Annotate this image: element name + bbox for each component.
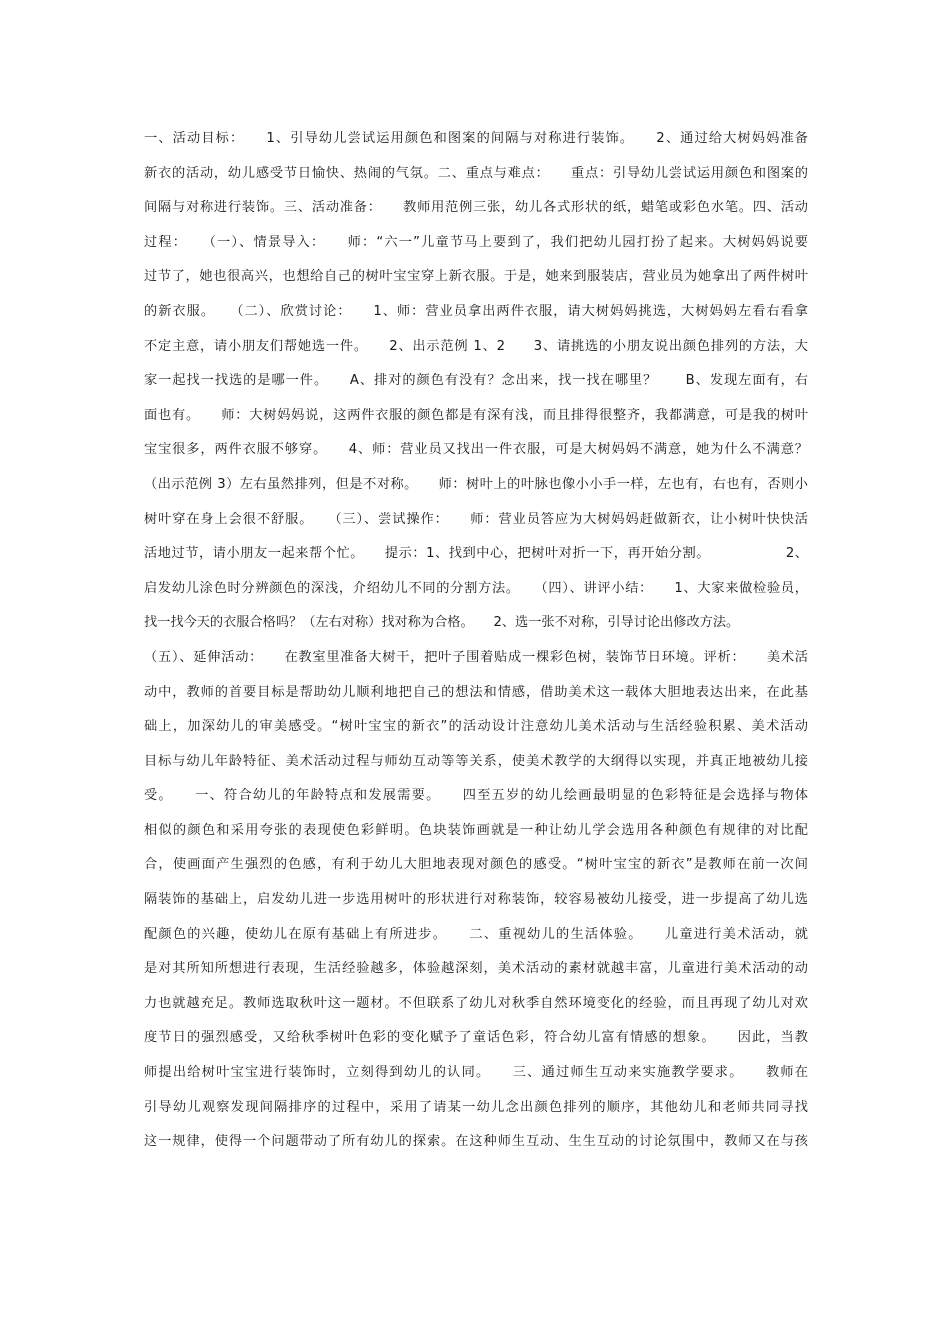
text-line: 新衣的活动，幼儿感受节日愉快、热闹的气氛。二、重点与难点： 重点：引导幼儿尝试运用颜色和图案的 [144, 165, 808, 181]
text-line: 的新衣服。 （二）、欣赏讨论： 1、师：营业员拿出两件衣服，请大树妈妈挑选，大树妈妈左看右看拿 [144, 303, 808, 319]
text-line: 相似的颜色和采用夸张的表现使色彩鲜明。色块装饰画就是一种让幼儿学会选用各种颜色有规律的对比配 [144, 822, 808, 838]
text-line: 启发幼儿涂色时分辨颜色的深浅，介绍幼儿不同的分割方法。 （四）、讲评小结： 1、大家来做检验员， [144, 580, 808, 596]
text-line: 度节日的强烈感受，又给秋季树叶色彩的变化赋予了童话色彩，符合幼儿富有情感的想象。 因此，当教 [144, 1030, 808, 1046]
text-line: 合，使画面产生强烈的色感，有利于幼儿大胆地表现对颜色的感受。“树叶宝宝的新衣”是教师在前一次间 [144, 857, 808, 873]
text-line: 过节了，她也很高兴，也想给自己的树叶宝宝穿上新衣服。于是，她来到服装店，营业员为她拿出了两件树叶 [144, 269, 808, 285]
text-line: 宝宝很多，两件衣服不够穿。 4、师：营业员又找出一件衣服，可是大树妈妈不满意，她为什么不满意？ [144, 442, 808, 458]
text-line: 师提出给树叶宝宝进行装饰时，立刻得到幼儿的认同。 三、通过师生互动来实施教学要求。 教师在 [144, 1065, 808, 1081]
text-line: 是对其所知所想进行表现，生活经验越多，体验越深刻，美术活动的素材就越丰富，儿童进行美术活动的动 [144, 961, 808, 977]
text-line: 力也就越充足。教师选取秋叶这一题材。不但联系了幼儿对秋季自然环境变化的经验，而且再现了幼儿对欢 [144, 995, 808, 1011]
text-line: 不定主意，请小朋友们帮她选一件。 2、出示范例 1、2 3、请挑选的小朋友说出颜色排列的方法，大 [144, 338, 808, 354]
text-line: 引导幼儿观察发现间隔排序的过程中，采用了请某一幼儿念出颜色排列的顺序，其他幼儿和老师共同寻找 [144, 1099, 808, 1115]
text-line: 受。 一、符合幼儿的年龄特点和发展需要。 四至五岁的幼儿绘画最明显的色彩特征是会选择与物体 [144, 788, 808, 804]
text-line: （出示范例 3）左右虽然排列，但是不对称。 师：树叶上的叶脉也像小小手一样，左也有，右也有，否则小 [144, 476, 808, 492]
body-text [144, 122, 808, 1160]
text-line: 这一规律，使得一个问题带动了所有幼儿的探索。在这种师生互动、生生互动的讨论氛围中，教师又在与孩 [144, 1134, 808, 1150]
text-line: 家一起找一找选的是哪一件。 A、排对的颜色有没有？念出来，找一找在哪里？ B、发现左面有，右 [144, 373, 808, 389]
text-line: 活地过节，请小朋友一起来帮个忙。 提示：1、找到中心，把树叶对折一下，再开始分割。 2、 [144, 546, 808, 562]
text-line: 间隔与对称进行装饰。三、活动准备： 教师用范例三张，幼儿各式形状的纸，蜡笔或彩色水笔。四、活动 [144, 200, 808, 216]
text-line: 面也有。 师：大树妈妈说，这两件衣服的颜色都是有深有浅，而且排得很整齐，我都满意，可是我的树叶 [144, 407, 808, 423]
text-line: 找一找今天的衣服合格吗？（左右对称）找对称为合格。 2、选一张不对称，引导讨论出修改方法。 [144, 615, 740, 631]
text-line: 树叶穿在身上会很不舒服。 （三）、尝试操作： 师：营业员答应为大树妈妈赶做新衣，让小树叶快快活 [144, 511, 808, 527]
text-line: （五）、延伸活动： 在教室里准备大树干，把叶子围着贴成一棵彩色树，装饰节日环境。评析： 美术活 [144, 649, 808, 665]
text-line: 础上，加深幼儿的审美感受。“树叶宝宝的新衣”的活动设计注意幼儿美术活动与生活经验积累、美术活动 [144, 719, 808, 735]
text-line: 过程： （一）、情景导入： 师：“六一”儿童节马上要到了，我们把幼儿园打扮了起来。大树妈妈说要 [144, 234, 808, 250]
text-line: 动中，教师的首要目标是帮助幼儿顺利地把自己的想法和情感，借助美术这一载体大胆地表达出来，在此基 [144, 684, 808, 700]
text-line: 配颜色的兴趣，使幼儿在原有基础上有所进步。 二、重视幼儿的生活体验。 儿童进行美术活动，就 [144, 926, 808, 942]
text-line: 一、活动目标： 1、引导幼儿尝试运用颜色和图案的间隔与对称进行装饰。 2、通过给大树妈妈准备 [144, 131, 808, 146]
text-line: 目标与幼儿年龄特征、美术活动过程与师幼互动等等关系，使美术教学的大纲得以实现，并真正地被幼儿接 [144, 753, 808, 769]
text-line: 隔装饰的基础上，启发幼儿进一步选用树叶的形状进行对称装饰，较容易被幼儿接受，进一步提高了幼儿选 [144, 892, 808, 908]
